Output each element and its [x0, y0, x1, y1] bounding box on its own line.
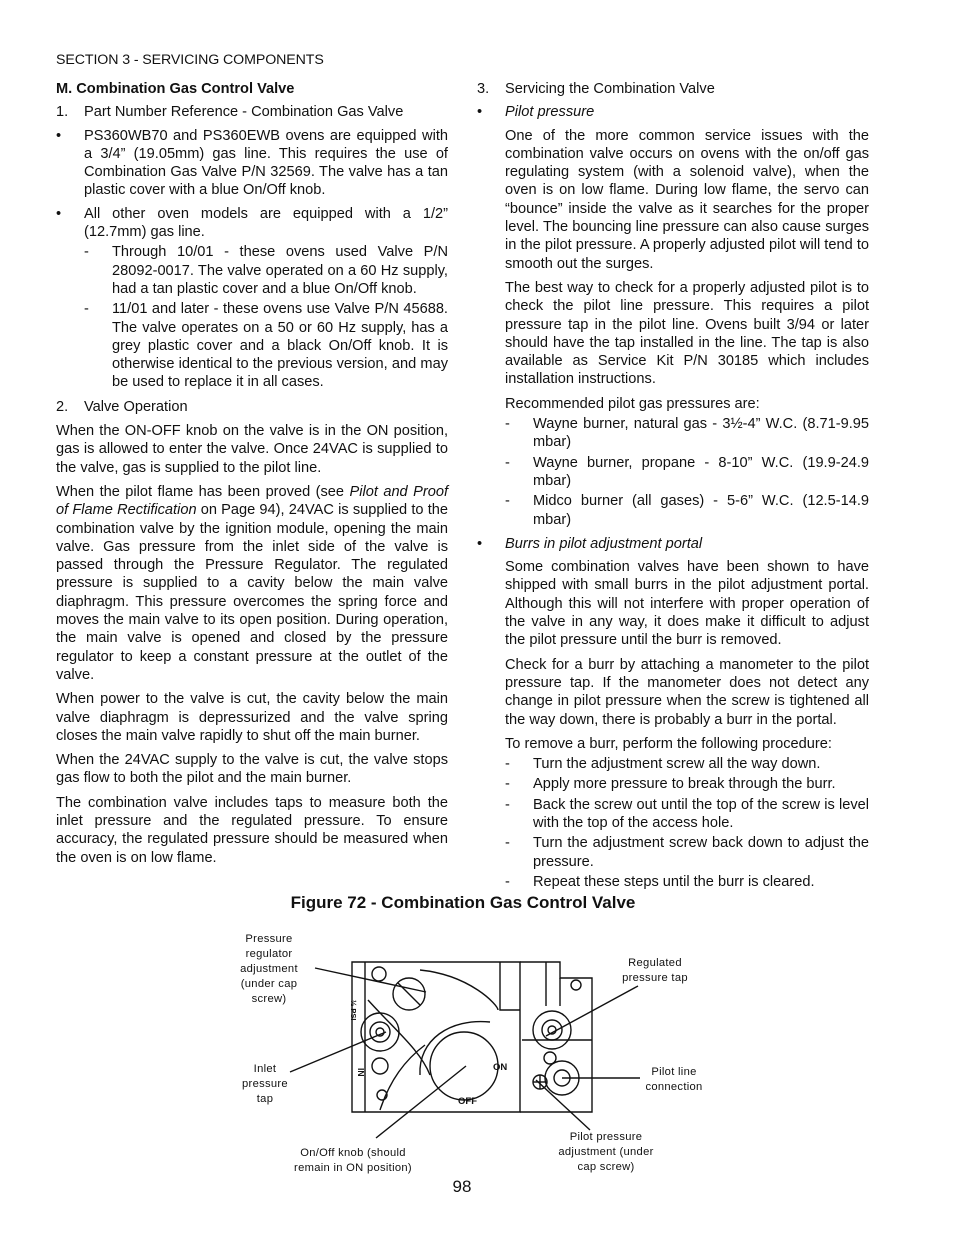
- paragraph-taps: The combination valve includes taps to measure both the inlet pressure and the regulated pressure. To ensure accuracy, the regulated pressure should be measured when the oven is on low flame.: [56, 794, 448, 866]
- text-run: When the pilot flame has been proved (see: [56, 483, 350, 500]
- dash-mark: -: [505, 835, 510, 852]
- bullet-mark: •: [56, 127, 62, 144]
- bullet-text: Burrs in pilot adjustment portal: [505, 535, 703, 552]
- item-number: 2.: [56, 398, 69, 415]
- bullet-mark: •: [56, 205, 62, 222]
- paragraph-pilot-issues: One of the more common service issues with the combination valve occurs on ovens with the on/off gas regulating system (with a solenoid valve), when the oven is on low flame. During low flame, the servo can “bounce” inside the valve as it searches for the proper level. The bouncing line pressure can also cause surges in the pilot pressure. A properly adjusted pilot will tend to smooth out the surges.: [505, 127, 869, 272]
- label-on: ON: [493, 1062, 508, 1073]
- inlet-tap-outer-icon: [361, 1013, 399, 1051]
- bullet-text: Pilot pressure: [505, 104, 595, 121]
- section-title: M. Combination Gas Control Valve: [56, 81, 295, 97]
- leader-pressure-regulator: [315, 968, 426, 992]
- callout-inlet: Inlet pressure tap: [242, 1063, 288, 1105]
- bullet-mark: •: [477, 104, 483, 121]
- page-number: 98: [452, 1177, 472, 1196]
- dash-mark: -: [505, 873, 510, 890]
- paragraph-pilot-check: The best way to check for a properly adjusted pilot is to check the pilot line pressure. This requires a pilot pressure tap in the pilot line. Ovens built 3/94 or later should have the tap installed in the line. The tap is also available as Service Kit P/N 30185 which includes installation instructions.: [505, 279, 869, 388]
- label-off: OFF: [458, 1096, 477, 1107]
- paragraph-recommended: Recommended pilot gas pressures are:: [505, 395, 760, 412]
- item-number: 1.: [56, 104, 69, 121]
- dash-mark: -: [505, 756, 510, 773]
- dash-mark: -: [84, 244, 89, 261]
- section-header: SECTION 3 - SERVICING COMPONENTS: [56, 52, 324, 68]
- paragraph-burr-procedure: To remove a burr, perform the following procedure:: [505, 735, 832, 752]
- dash-text: Turn the adjustment screw all the way down.: [533, 756, 821, 773]
- callout-onoff: On/Off knob (should remain in ON position): [294, 1147, 412, 1174]
- figure-title: Figure 72 - Combination Gas Control Valve: [290, 893, 636, 912]
- paragraph-24vac-cut: When the 24VAC supply to the valve is cut, the valve stops gas flow to both the pilot and the main burner.: [56, 752, 448, 787]
- item-text: Servicing the Combination Valve: [505, 81, 715, 97]
- dash-text: Back the screw out until the top of the screw is level with the top of the access hole.: [533, 796, 869, 831]
- text-run: on Page 94), 24VAC is supplied to the combination valve by the ignition module, opening the main valve. Gas pressure from the inlet side of the valve is passed through the Pressure Regulator. The regulated pressure is supplied to a cavity below the main valve diaphragm. This pressure overcomes the spring force and moves the main valve to its open position. During operation, the main valve is opened and closed by the pressure regulator to keep a constant pressure at the outlet of the valve.: [56, 502, 448, 683]
- leader-pilot-adjust: [536, 1080, 590, 1130]
- dash-mark: -: [84, 301, 89, 318]
- leader-onoff: [376, 1066, 466, 1138]
- regulated-tap-inner-icon: [542, 1020, 562, 1040]
- paragraph-onoff-knob: When the ON-OFF knob on the valve is in the ON position, gas is allowed to enter the valve. Once 24VAC is supplied to the valve, gas is supplied to the pilot line.: [56, 423, 448, 476]
- callout-pressure-regulator: Pressure regulator adjustment (under cap screw): [240, 933, 298, 1005]
- paragraph-burr-check: Check for a burr by attaching a manometer to the pilot pressure tap. If the manometer does not detect any change in pilot pressure when the screw is tightened all the way down, there is probably a burr in the portal.: [505, 656, 869, 728]
- diaphragm-curve: [420, 970, 498, 1010]
- bullet-text: PS360WB70 and PS360EWB ovens are equipped with a 3/4” (19.05mm) gas line. This requires the use of Combination Gas Valve P/N 32569. The valve has a tan plastic cover with a blue On/Off knob.: [84, 127, 448, 199]
- dash-text: Wayne burner, propane - 8-10” W.C. (19.9-24.9 mbar): [533, 454, 869, 489]
- label-in: IN: [356, 1068, 366, 1077]
- dash-text: Midco burner (all gases) - 5-6” W.C. (12.5-14.9 mbar): [533, 493, 869, 528]
- dash-text: Repeat these steps until the burr is cleared.: [533, 873, 815, 890]
- item-number: 3.: [477, 81, 490, 97]
- bullet-mark: •: [477, 535, 483, 552]
- dash-text: 11/01 and later - these ovens use Valve P/N 45688. The valve operates on a 50 or 60 Hz supply, has a grey plastic cover and a black On/Off knob. It is otherwise identical to the previous version, and may be used to replace it in all cases.: [112, 301, 448, 391]
- dash-text: Wayne burner, natural gas - 3½-4” W.C. (8.71-9.95 mbar): [533, 416, 869, 451]
- dash-text: Apply more pressure to break through the burr.: [533, 776, 836, 793]
- inlet-tap-inner-icon: [370, 1022, 390, 1042]
- cross-reference: Pilot and Proof of Flame Rectification: [56, 483, 449, 519]
- dash-text: Turn the adjustment screw back down to adjust the pressure.: [533, 835, 869, 870]
- paragraph-power-cut: When power to the valve is cut, the cavity below the main valve diaphragm is depressurized and the valve spring closes the main valve rapidly to shut off the main burner.: [56, 691, 448, 744]
- callout-pilot-line: Pilot line connection: [645, 1066, 703, 1093]
- dash-mark: -: [505, 416, 510, 433]
- item-text: Part Number Reference - Combination Gas Valve: [84, 104, 404, 121]
- dash-mark: -: [505, 493, 510, 510]
- onoff-knob-icon: [430, 1032, 498, 1100]
- bullet-text: All other oven models are equipped with a 1/2” (12.7mm) gas line.: [84, 205, 448, 241]
- dash-mark: -: [505, 454, 510, 471]
- label-psi: ½ PSI: [349, 1000, 358, 1021]
- regulated-tap-outer-icon: [533, 1011, 571, 1049]
- paragraph-burrs: Some combination valves have been shown to have shipped with small burrs in the pilot adjustment portal. Although this will not interfere with proper operation of the valve in any way, it does make it difficult to adjust the pilot pressure until the burr is removed.: [505, 559, 869, 649]
- callout-regulated: Regulated pressure tap: [622, 957, 688, 984]
- callout-pilot-adjust: Pilot pressure adjustment (under cap screw): [558, 1131, 654, 1173]
- dash-mark: -: [505, 796, 510, 813]
- item-text: Valve Operation: [84, 398, 188, 415]
- dash-mark: -: [505, 776, 510, 793]
- dash-text: Through 10/01 - these ovens used Valve P/N 28092-0017. The valve operated on a 60 Hz supply, had a tan plastic cover and a blue On/Off knob.: [112, 244, 448, 297]
